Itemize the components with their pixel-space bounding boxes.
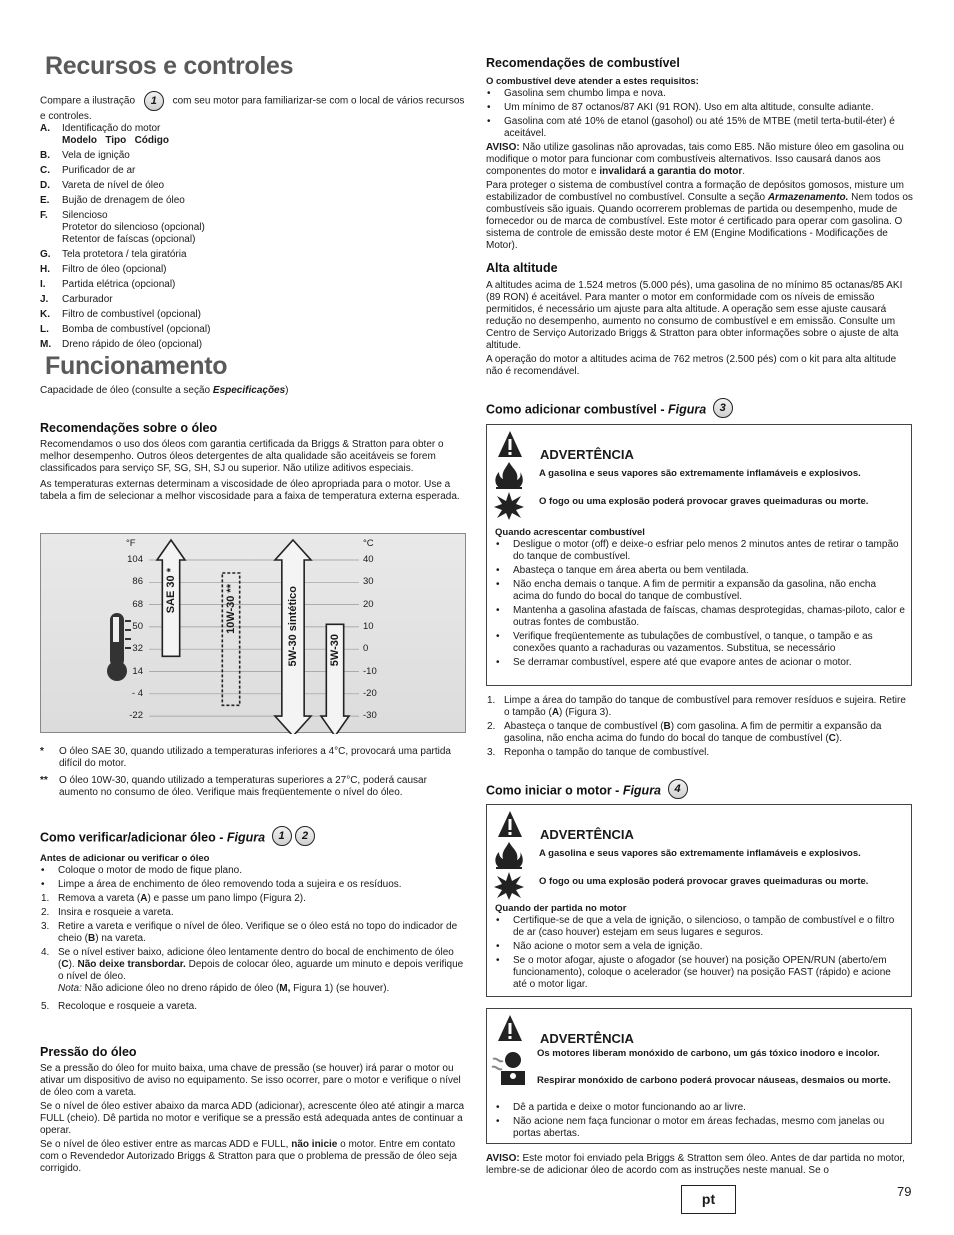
list-item: 3. Retire a vareta e verifique o nível de óleo. Verifique se o óleo está no topo do indicador de cheio (B) na vareta. <box>41 921 458 944</box>
oil-recommendations-title: Recomendações sobre o óleo <box>40 421 218 435</box>
warning-fuel-bullets <box>495 539 905 669</box>
oil-pressure-text: Se a pressão do óleo for muito baixa, uma chave de pressão (se houver) irá parar o motor ou ativar um dispositivo de aviso no equipamento. Se isso ocorrer, pare o motor e verifique o nível de óleo com a vareta. Se o nível de óleo estiver abaixo da marca ADD (adicionar), acrescente óleo até atingir a marca FULL (cheio). Dê partida no motor e verifique se a pressão está adequada antes de continuar a operar. Se o nível de óleo estiver entre as marcas ADD e FULL, não inicie o motor. Entre em contato com o Revendedor Autorizado Briggs & Stratton para que o problema de pressão de óleo seja corrigido. <box>40 1063 465 1174</box>
list-item: M. Dreno rápido de óleo (opcional) <box>40 339 203 350</box>
list-item: • Não acione nem faça funcionar o motor em áreas fechadas, mesmo com janelas ou portas abertas. <box>496 1116 885 1139</box>
series-label: SAE 30 * <box>165 568 177 614</box>
f-tick-label: - 4 <box>131 687 143 699</box>
start-engine-title: Como iniciar o motor - Figura 4 <box>486 783 688 799</box>
warning-text-2: O fogo ou uma explosão poderá provocar graves queimaduras ou morte. <box>539 496 869 507</box>
list-item: 2. Insira e rosqueie a vareta. <box>41 907 174 918</box>
list-item: • Abasteça o tanque em área aberta ou bem ventilada. <box>496 565 749 576</box>
thermometer-icon <box>107 613 131 681</box>
viscosity-arrows <box>157 540 349 734</box>
c-tick-label: 10 <box>363 620 374 632</box>
check-oil-steps <box>40 893 468 1013</box>
list-item: • Limpe a área de enchimento de óleo removendo toda a sujeira e os resíduos. <box>41 879 402 890</box>
warning-text-2: Respirar monóxido de carbono poderá provocar náuseas, desmaios ou morte. <box>537 1075 891 1086</box>
warning-box-carbon-monoxide <box>486 1008 912 1144</box>
figure-1-icon: 1 <box>144 91 164 111</box>
list-item: • Se o motor afogar, ajuste o afogador (se houver) na posição OPEN/RUN (aberto/em funcionamento), coloque o acelerador (se houver) na posição FAST (rápido) e acione até o motor ligar. <box>496 955 891 990</box>
list-item: 3. Reponha o tampão do tanque de combustível. <box>487 747 710 758</box>
oil-pressure-title: Pressão do óleo <box>40 1045 137 1059</box>
warning-box-fuel: ADVERTÊNCIA A gasolina e seus vapores são extremamente inflamáveis e explosivos. O fogo ou uma explosão poderá provocar graves queimaduras ou morte. Quando acrescentar combustível • Desligue o motor (off) e deixe-o esfriar pelo menos 2 minutos antes de retirar o tampão do tanque de combustível. • Abasteça o tanque em área aberta ou bem ventilada. • Não encha demais o tanque. A fim de permitir a expansão da gasolina, não encha acima do fundo do bocal do tanque de combustível. • Mantenha a gasolina afastada de faíscas, chamas desprotegidas, chamas-piloto, calor e outras fontes de combustão. • Verifique freqüentemente as tubulações de combustível, o tanque, o tampão e as conexões quanto a rachaduras ou vazamentos. Substitua, se necessário • Se derramar combustível, espere até que evapore antes de acionar o motor. <box>486 424 912 686</box>
series-label: 5W-30 sintético <box>287 586 299 667</box>
f-tick-label: 50 <box>132 620 143 632</box>
figure-2-icon: 2 <box>295 826 315 846</box>
list-item: J. Carburador <box>40 294 113 305</box>
list-item: • Um mínimo de 87 octanos/87 AKI (91 RON). Uso em alta altitude, consulte adiante. <box>487 102 874 113</box>
series-label: 10W-30 ** <box>225 584 237 634</box>
list-item: • Dê a partida e deixe o motor funcionando ao ar livre. <box>496 1102 746 1113</box>
list-item: H. Filtro de óleo (opcional) <box>40 264 167 275</box>
check-oil-title: Como verificar/adicionar óleo - Figura 1 2 <box>40 830 315 846</box>
list-item: G. Tela protetora / tela giratória <box>40 249 187 260</box>
warning-triangle-icon <box>497 810 523 838</box>
list-item: • Gasolina com até 10% de etanol (gasohol) ou até 15% de MTBE (metil terta-butil-éter) é aceitável. <box>487 116 895 139</box>
c-tick-label: -10 <box>363 665 377 677</box>
language-tag: pt <box>681 1185 736 1214</box>
footnote-2: ** O óleo 10W-30, quando utilizado a temperaturas superiores a 27°C, poderá causar aumento no consumo de óleo. Verifique mais freqüentemente o nível do óleo. <box>40 775 427 798</box>
warning-start-bullets <box>495 915 905 991</box>
list-item: 2. Abasteça o tanque de combustível (B) com gasolina. A fim de permitir a expansão da gasolina, não encha acima do fundo do bocal do tanque de combustível (C). <box>487 721 882 744</box>
oil-recommendations-text: Recomendamos o uso dos óleos com garantia certificada da Briggs & Stratton para obter o melhor desempenho. Outros óleos detergentes de alta qualidade são aceitáveis se forem classificados para serviço SF, SG, SH, SJ ou superior. Não utilize aditivos especiais. As temperaturas externas determinam a viscosidade de óleo apropriada para o motor. Use a tabela a fim de selecionar a melhor viscosidade para a faixa de temperatura externa esperada. <box>40 439 460 502</box>
viscosity-chart-svg <box>41 534 467 734</box>
features-list <box>40 123 468 351</box>
list-item: 5. Recoloque e rosqueie a vareta. <box>41 1001 197 1012</box>
f-tick-label: 68 <box>132 598 143 610</box>
figure-4-icon: 4 <box>668 779 688 799</box>
add-fuel-title: Como adicionar combustível - Figura 3 <box>486 402 733 418</box>
footnote-1: * O óleo SAE 30, quando utilizado a temperaturas inferiores a 4°C, provocará uma partida difícil do motor. <box>40 746 451 769</box>
fire-icon <box>493 460 525 490</box>
warning-title: ADVERTÊNCIA <box>540 1031 634 1046</box>
c-tick-label: 30 <box>363 576 374 588</box>
oil-capacity-note: Capacidade de óleo (consulte a seção Especificações) <box>40 385 289 396</box>
toxic-fumes-icon <box>491 1049 531 1089</box>
list-item: D. Vareta de nível de óleo <box>40 180 165 191</box>
c-tick-label: 40 <box>363 554 374 565</box>
c-tick-label: 20 <box>363 598 374 610</box>
list-item: • Mantenha a gasolina afastada de faíscas, chamas desprotegidas, chamas-piloto, calor e outras fontes de combustão. <box>496 605 905 628</box>
warning-co-bullets <box>495 1102 905 1140</box>
list-item: • Não encha demais o tanque. A fim de permitir a expansão da gasolina, não encha acima do fundo do bocal do tanque de combustível. <box>496 579 877 602</box>
list-item: I. Partida elétrica (opcional) <box>40 279 176 290</box>
c-tick-label: -30 <box>363 710 377 722</box>
figure-3-icon: 3 <box>713 398 733 418</box>
list-item: • Desligue o motor (off) e deixe-o esfriar pelo menos 2 minutos antes de retirar o tampão do tanque de combustível. <box>496 539 899 562</box>
figure-1-icon: 1 <box>272 826 292 846</box>
f-tick-label: 86 <box>132 576 143 588</box>
warning-box-start: ADVERTÊNCIA A gasolina e seus vapores são extremamente inflamáveis e explosivos. O fogo ou uma explosão poderá provocar graves queimaduras ou morte. Quando der partida no motor • Certifique-se de que a vela de ignição, o silencioso, o tampão de combustível e o filtro de ar (caso houver) estejam em seus lugares e seguros. • Não acione o motor sem a vela de ignição. • Se o motor afogar, ajuste o afogador (se houver) na posição OPEN/RUN (aberto/em funcionamento), coloque o acelerador (se houver) na posição FAST (rápido) e acione até o motor ligar. <box>486 804 912 997</box>
list-item: • Coloque o motor de modo de fique plano. <box>41 865 243 876</box>
warning-text-2: O fogo ou uma explosão poderá provocar graves queimaduras ou morte. <box>539 876 869 887</box>
list-item: A. Identificação do motor Modelo Tipo Código <box>40 123 170 146</box>
list-item: K. Filtro de combustível (opcional) <box>40 309 201 320</box>
list-item: 4. Se o nível estiver baixo, adicione óleo lentamente dentro do bocal de enchimento de óleo (C). Não deixe transbordar. Depois de colocar óleo, aguarde um minuto e depois verifique o nível de óleo. Nota: Não adicione óleo no dreno rápido de óleo (M, Figura 1) (se houver). <box>41 947 464 994</box>
list-item: L. Bomba de combustível (opcional) <box>40 324 211 335</box>
explosion-icon <box>493 491 525 521</box>
check-oil-bullets <box>40 865 468 891</box>
f-tick-label: 104 <box>127 554 143 565</box>
list-item: • Gasolina sem chumbo limpa e nova. <box>487 88 666 99</box>
fire-icon <box>493 840 525 870</box>
page-number: 79 <box>897 1184 912 1199</box>
list-item: C. Purificador de ar <box>40 165 136 176</box>
section-title-features: Recursos e controles <box>45 52 294 80</box>
warning-text-1: A gasolina e seus vapores são extremamente inflamáveis e explosivos. <box>539 848 861 859</box>
section-title-operation: Funcionamento <box>45 352 228 380</box>
f-tick-label: -22 <box>129 710 143 722</box>
fahrenheit-label: °F <box>126 538 136 549</box>
c-tick-label: 0 <box>363 643 369 655</box>
high-altitude-title: Alta altitude <box>486 261 558 275</box>
series-label: 5W-30 <box>329 634 341 667</box>
fuel-recommendations-text: O combustível deve atender a estes requisitos: • Gasolina sem chumbo limpa e nova. • Um mínimo de 87 octanos/87 AKI (91 RON). Uso em alta altitude, consulte adiante. • Gasolina com até 10% de etanol (gasohol) ou até 15% de MTBE (metil terta-butil-éter) é aceitável. AVISO: Não utilize gasolinas não aprovadas, tais como E85. Não misture óleo em gasolina ou modifique o motor para funcionar com combustíveis alternativos. Isso causará danos aos componentes do motor e invalidará a garantia do motor. Para proteger o sistema de combustível contra a formação de depósitos gomosos, misture um estabilizador de combustível no combustível. Consulte a seção Armazenamento. Nem todos os combustíveis são iguais. Quando ocorrerem problemas de partida ou desempenho, mude de fornecedor ou de marca de combustível. Este motor é certificado para operar com gasolina. O sistema de controle de emissão deste motor é EM (Engine Modifications - Modificações de Motor). <box>486 76 913 251</box>
high-altitude-text: A altitudes acima de 1.524 metros (5.000 pés), uma gasolina de no mínimo 85 octanas/85 AKI (89 RON) é aceitável. Para manter o motor em conformidade com os níveis de emissão permitidos, é necessário um ajuste para alta altitude. A operação sem esse ajuste causará redução no desempenho, aumento no consumo de combustível e em emissão. Consulte um Centro de Serviço Autorizado Briggs & Stratton para obter informações sobre o ajuste de alta altitude. A operação do motor a altitudes acima de 762 metros (2.500 pés) com o kit para alta altitude não é recomendável. <box>486 280 903 377</box>
chart-footnotes <box>40 746 468 799</box>
left-column <box>40 52 468 351</box>
add-fuel-steps <box>486 695 914 759</box>
warning-triangle-icon <box>497 1014 523 1042</box>
warning-triangle-icon <box>497 430 523 458</box>
list-item: 1. Limpe a área do tampão do tanque de combustível para remover resíduos e sujeira. Retire o tampão (A) (Figura 3). <box>487 695 906 718</box>
list-item: E. Bujão de drenagem de óleo <box>40 195 185 206</box>
f-tick-label: 14 <box>132 665 143 677</box>
list-item: • Verifique freqüentemente as tubulações de combustível, o tanque, o tampão e as conexões quanto a rachaduras ou vazamentos. Substitua, se necessário <box>496 631 873 654</box>
list-item: • Certifique-se de que a vela de ignição, o silencioso, o tampão de combustível e o filtro de ar (caso houver) estejam em seus lugares e seguros. <box>496 915 895 938</box>
f-tick-label: 32 <box>132 643 143 655</box>
list-item: • Não acione o motor sem a vela de ignição. <box>496 941 703 952</box>
fuel-bullets <box>486 88 914 140</box>
features-intro: Compare a ilustração 1 com seu motor para familiarizar-se com o local de vários recursos e controles. <box>40 91 468 123</box>
warning-title: ADVERTÊNCIA <box>540 827 634 842</box>
list-item: F. Silencioso Protetor do silencioso (opcional) Retentor de faíscas (opcional) <box>40 210 205 245</box>
warning-text-1: Os motores liberam monóxido de carbono, um gás tóxico inodoro e incolor. <box>537 1048 880 1059</box>
check-oil-section: Antes de adicionar ou verificar o óleo • Coloque o motor de modo de fique plano. • Limpe a área de enchimento de óleo removendo toda a sujeira e os resíduos. 1. Remova a vareta (A) e passe um pano limpo (Figura 2). 2. Insira e rosqueie a vareta. 3. Retire a vareta e verifique o nível de óleo. Verifique se o óleo está no topo do indicador de cheio (B) na vareta. 4. Se o nível estiver baixo, adicione óleo lentamente dentro do bocal de enchimento de óleo (C). Não deixe transbordar. Depois de colocar óleo, aguarde um minuto e depois verifique o nível de óleo. Nota: Não adicione óleo no dreno rápido de óleo (M, Figura 1) (se houver). 5. Recoloque e rosqueie a vareta. <box>40 853 468 1013</box>
warning-text-1: A gasolina e seus vapores são extremamente inflamáveis e explosivos. <box>539 468 861 479</box>
list-item: • Se derramar combustível, espere até que evapore antes de acionar o motor. <box>496 657 852 668</box>
explosion-icon <box>493 871 525 901</box>
list-item: B. Vela de ignição <box>40 150 130 161</box>
celsius-label: °C <box>363 538 374 549</box>
list-item: 1. Remova a vareta (A) e passe um pano limpo (Figura 2). <box>41 893 306 904</box>
warning-title: ADVERTÊNCIA <box>540 447 634 462</box>
fuel-recommendations-title: Recomendações de combustível <box>486 56 680 70</box>
oil-shipment-notice: AVISO: Este motor foi enviado pela Briggs & Stratton sem óleo. Antes de dar partida no motor, lembre-se de adicionar óleo de acordo com as instruções neste manual. Se o <box>486 1153 905 1176</box>
oil-viscosity-chart <box>40 533 466 733</box>
c-tick-label: -20 <box>363 687 377 699</box>
